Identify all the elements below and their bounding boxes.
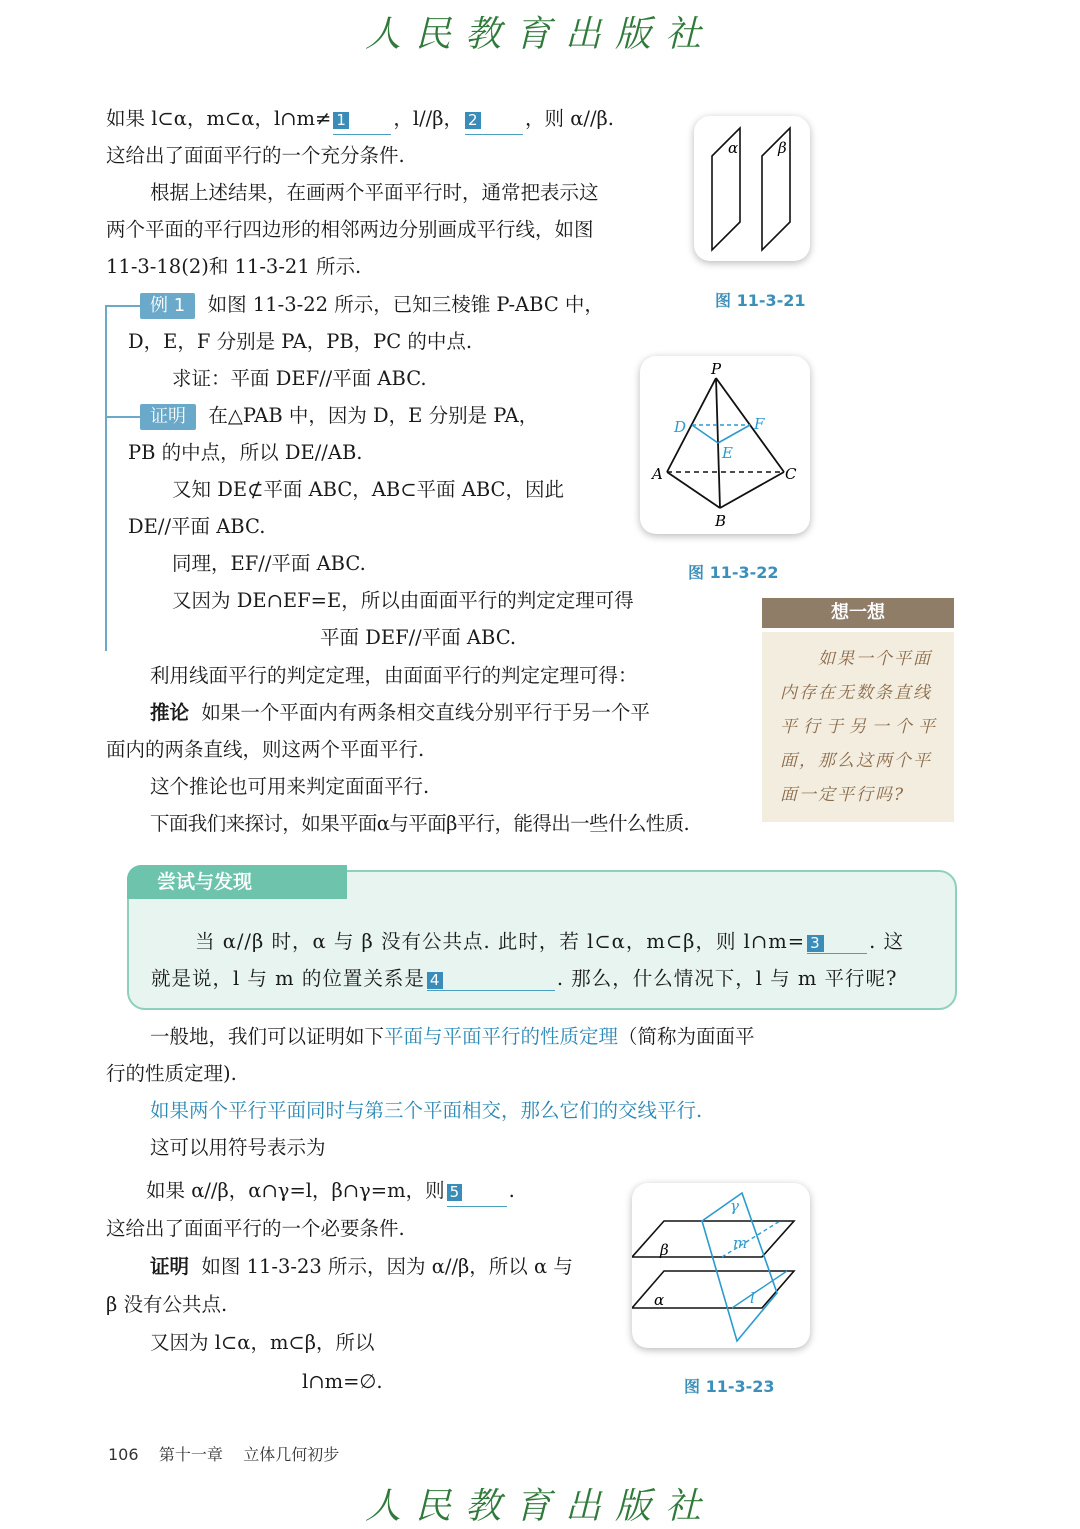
property-text-a: 一般地，我们可以证明如下 [150,1025,385,1048]
proof-label: 证明 [150,1255,190,1278]
blank-number: 1 [333,112,349,129]
proof-bracket-tick [105,416,141,418]
figure-23-caption: 图 11-3-23 [684,1377,775,1396]
property-proof-line-1 [150,1252,573,1282]
publisher-watermark-bottom: 人民教育出版社 [364,1486,715,1527]
try-text-d: . 那么，什么情况下，l 与 m 平行呢? [556,967,898,990]
property-theorem-name: 平面与平面平行的性质定理 [384,1025,619,1048]
think-line-4: 面，那么这两个平 [780,751,932,771]
intro-text-c: ，则 α//β. [525,107,614,130]
parallel-planes-diagram [694,116,810,261]
intro-line-3: 根据上述结果，在画两个平面平行时，通常把表示这 [150,181,599,204]
publisher-watermark-top: 人民教育出版社 [364,14,715,55]
example-tag: 例 1 [140,293,195,319]
try-title-tab [316,865,346,899]
property-theorem: 如果两个平行平面同时与第三个平面相交，那么它们的交线平行. [150,1099,703,1122]
blank-number: 5 [447,1184,463,1201]
figure-11-3-23 [632,1183,810,1348]
figure-11-3-21 [694,116,810,261]
property-line-1 [150,1022,755,1052]
proof-text: 在△PAB 中，因为 D，E 分别是 PA， [208,404,539,427]
think-title: 想一想 [762,598,954,628]
l-label: l [750,1289,755,1307]
corollary-text: 如果一个平面内有两条相交直线分别平行于另一个平 [201,701,650,724]
property-proof-line-2: β 没有公共点. [106,1293,228,1316]
alpha-label: α [728,139,739,157]
try-text-c: 就是说，l 与 m 的位置关系是 [151,967,425,990]
blank-1[interactable] [333,104,391,135]
think-box [762,632,954,822]
property-line-3: 这可以用符号表示为 [150,1136,326,1159]
figure-22-caption: 图 11-3-22 [688,563,779,582]
chapter-title: 立体几何初步 [243,1445,340,1464]
property-proof-line-4: l∩m=∅. [302,1370,383,1393]
intro-text-b: ，l//β， [393,107,464,130]
corollary-label: 推论 [150,701,190,724]
intro-line-5: 11-3-18(2)和 11-3-21 所示. [106,255,362,278]
try-line-1 [195,926,904,954]
alpha-label: α [654,1291,665,1309]
beta-label: β [778,139,787,157]
example-bracket [105,305,107,651]
after-line-2 [150,698,650,728]
example-line-2: D，E，F 分别是 PA，PB，PC 的中点. [128,330,473,353]
blank-number: 4 [427,972,444,989]
try-line-2 [151,963,898,991]
intro-line-1 [106,104,614,135]
blank-5[interactable] [447,1176,507,1207]
page-footer [108,1442,339,1465]
proof-line-7: 平面 DEF//平面 ABC. [320,626,517,649]
property-line-4 [146,1176,515,1207]
proof-text: 如图 11-3-23 所示，因为 α//β，所以 α 与 [201,1255,573,1278]
proof-line-3: 又知 DE⊄平面 ABC，AB⊂平面 ABC，因此 [172,478,564,501]
think-line-2: 内存在无数条直线 [780,683,932,703]
label-B: B [715,512,727,530]
think-line-1: 如果一个平面 [818,649,932,669]
example-line-1 [140,290,604,320]
after-line-3: 面内的两条直线，则这两个平面平行. [106,738,425,761]
blank-3[interactable] [807,930,867,954]
beta-label: β [660,1241,669,1259]
blank-2[interactable] [465,104,523,135]
gamma-label: γ [730,1197,739,1215]
intro-line-4: 两个平面的平行四边形的相邻两边分别画成平行线，如图 [106,218,594,241]
figure-11-3-22 [640,356,810,534]
after-line-1: 利用线面平行的判定定理，由面面平行的判定定理可得： [150,664,638,687]
example-line-3: 求证：平面 DEF//平面 ABC. [172,367,427,390]
label-A: A [652,465,663,483]
label-P: P [711,360,722,378]
example-text: 如图 11-3-22 所示，已知三棱锥 P-ABC 中， [207,293,604,316]
proof-line-5: 同理，EF//平面 ABC. [172,552,366,575]
proof-line-2: PB 的中点，所以 DE//AB. [128,441,363,464]
tetrahedron-diagram [640,356,810,534]
proof-line-1 [140,401,538,431]
proof-line-6: 又因为 DE∩EF=E，所以由面面平行的判定定理可得 [172,589,634,612]
label-C: C [785,465,797,483]
blank-number: 2 [465,112,481,129]
try-text-b: . 这 [869,930,904,953]
try-title: 尝试与发现 [127,865,347,899]
page-number: 106 [108,1445,139,1464]
property-text-c: （简称为面面平 [618,1025,755,1048]
property-line-2: 行的性质定理). [106,1062,237,1085]
proof-line-4: DE//平面 ABC. [128,515,266,538]
property-proof-line-3: 又因为 l⊂α，m⊂β，所以 [150,1331,375,1354]
blank-4[interactable] [427,967,555,991]
think-line-5: 面一定平行吗? [780,785,906,805]
label-F: F [754,415,765,433]
m-label: m [733,1234,748,1252]
property-period: . [508,1179,515,1202]
think-line-3: 平行于另一个平 [780,717,941,737]
try-text-a: 当 α//β 时，α 与 β 没有公共点. 此时，若 l⊂α，m⊂β，则 l∩m= [195,930,806,953]
proof-tag: 证明 [140,404,196,430]
figure-21-caption: 图 11-3-21 [715,291,806,310]
after-line-5: 下面我们来探讨，如果平面α与平面β平行，能得出一些什么性质. [150,812,690,835]
chapter-label: 第十一章 [158,1445,223,1464]
after-line-4: 这个推论也可用来判定面面平行. [150,775,430,798]
intersecting-planes-diagram [632,1183,810,1348]
intro-line-2: 这给出了面面平行的一个充分条件. [106,144,405,167]
label-D: D [674,418,687,436]
label-E: E [722,444,733,462]
blank-number: 3 [807,935,824,952]
example-bracket-top [105,305,141,307]
property-symbol-text: 如果 α//β，α∩γ=l，β∩γ=m，则 [146,1179,445,1202]
property-line-5: 这给出了面面平行的一个必要条件. [106,1217,405,1240]
intro-text-a: 如果 l⊂α，m⊂α，l∩m≠ [106,107,332,130]
